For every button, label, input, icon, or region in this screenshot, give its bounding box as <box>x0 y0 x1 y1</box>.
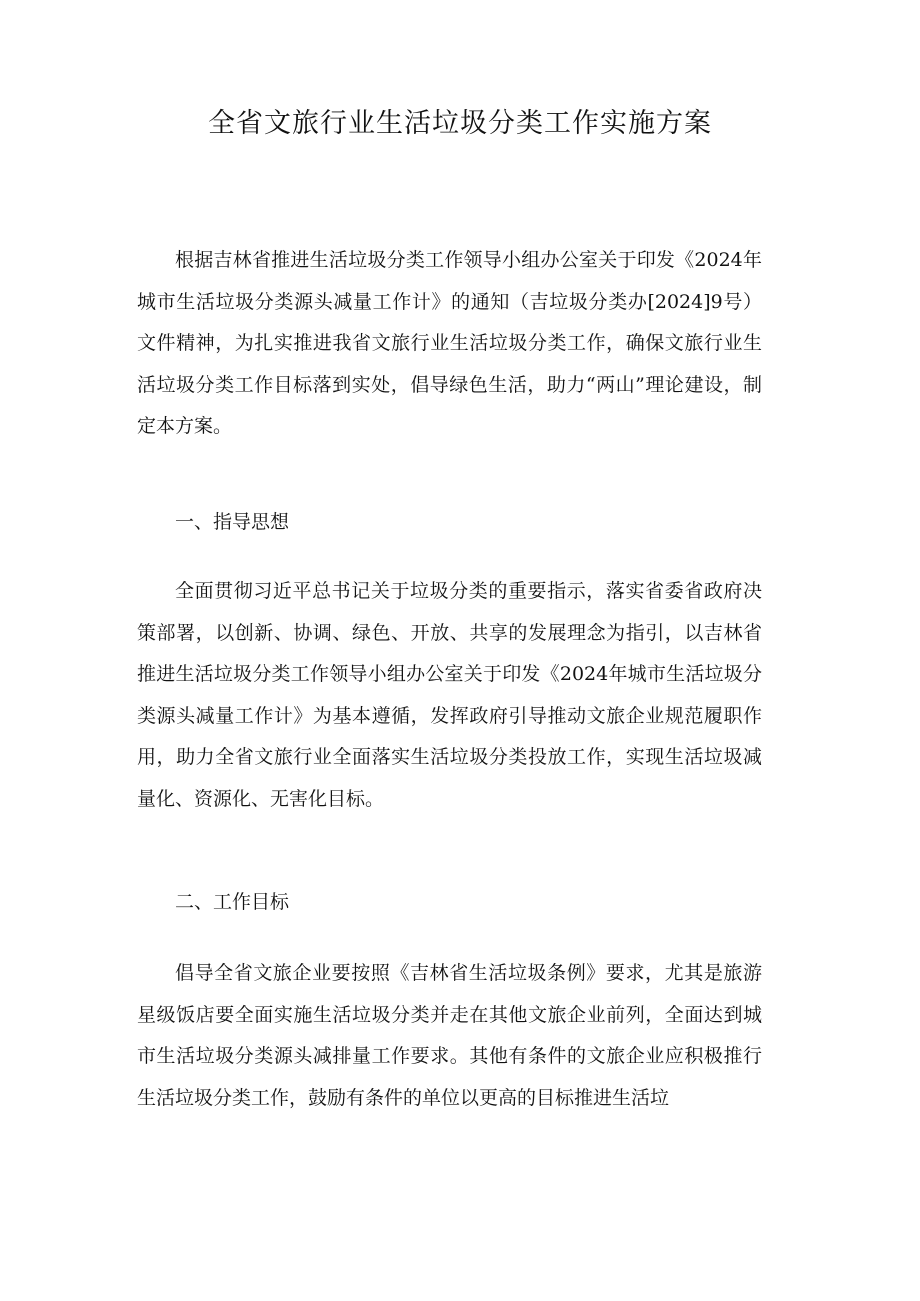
intro-paragraph: 根据吉林省推进生活垃圾分类工作领导小组办公室关于印发《2024年城市生活垃圾分类源头减量工作计》的通知（吉垃圾分类办[2024]9号）文件精神，为扎实推进我省文旅行业生活垃圾分类工作，确保文旅行业生活垃圾分类工作目标落到实处，倡导绿色生活，助力“两山”理论建设，制定本方案。 <box>137 249 762 437</box>
document-title: 全省文旅行业生活垃圾分类工作实施方案 <box>208 108 712 139</box>
intro-block <box>137 240 762 448</box>
section-heading-guiding-ideology: 一、指导思想 <box>175 511 290 533</box>
section-block-work-goals <box>137 953 762 1119</box>
section-paragraph-guiding-ideology: 全面贯彻习近平总书记关于垃圾分类的重要指示，落实省委省政府决策部署，以创新、协调、绿色、开放、共享的发展理念为指引，以吉林省推进生活垃圾分类工作领导小组办公室关于印发《2024年城市生活垃圾分类源头减量工作计》为基本遵循，发挥政府引导推动文旅企业规范履职作用，助力全省文旅行业全面落实生活垃圾分类投放工作，实现生活垃圾减量化、资源化、无害化目标。 <box>137 580 762 810</box>
section-paragraph-work-goals: 倡导全省文旅企业要按照《吉林省生活垃圾条例》要求，尤其是旅游星级饭店要全面实施生活垃圾分类并走在其他文旅企业前列，全面达到城市生活垃圾分类源头减排量工作要求。其他有条件的文旅企业应积极推行生活垃圾分类工作，鼓励有条件的单位以更高的目标推进生活垃 <box>137 962 762 1109</box>
section-block-guiding-ideology <box>137 571 762 820</box>
section-heading-work-goals: 二、工作目标 <box>175 891 290 913</box>
